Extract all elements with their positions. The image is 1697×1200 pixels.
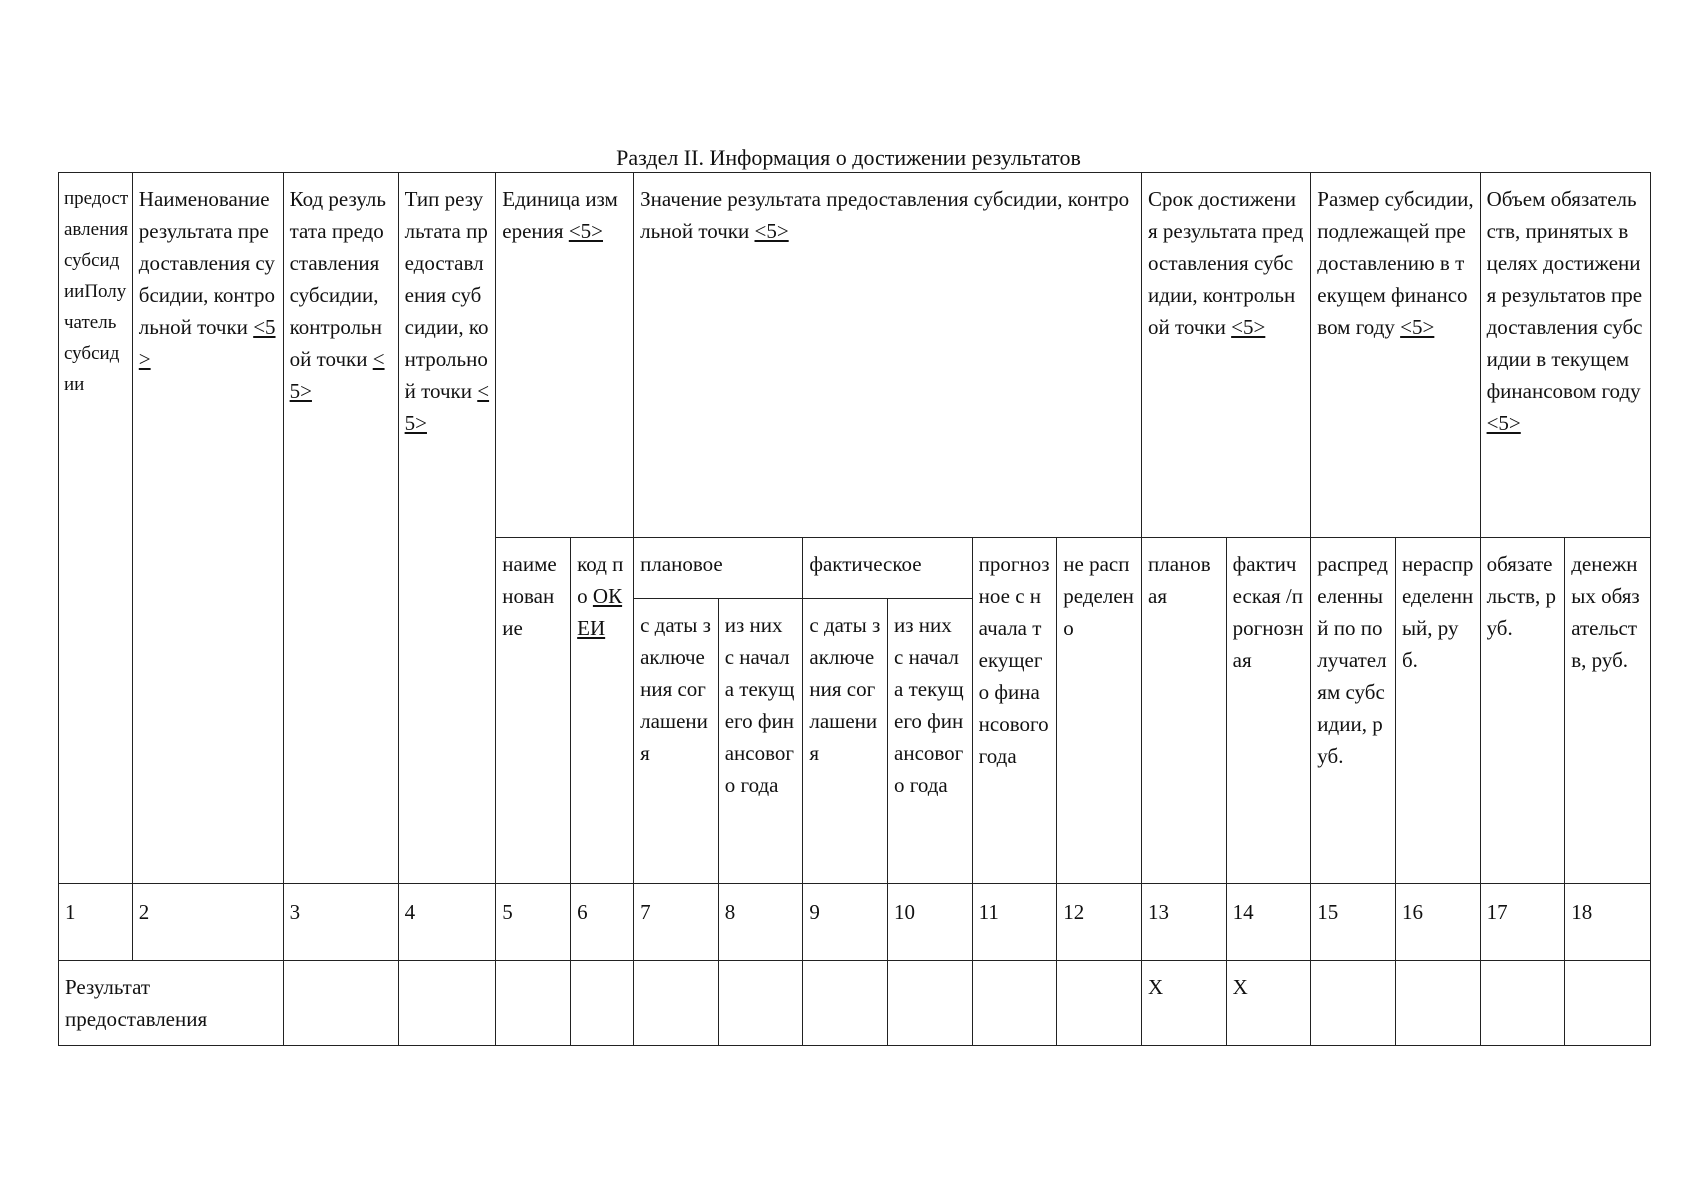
table-cell[interactable] xyxy=(398,961,496,1046)
header-undistributed: не распределено xyxy=(1057,538,1142,884)
table-cell[interactable] xyxy=(1395,961,1480,1046)
table-cell[interactable] xyxy=(571,961,634,1046)
col-number: 11 xyxy=(972,884,1057,961)
table-cell[interactable] xyxy=(888,961,973,1046)
col-number: 9 xyxy=(803,884,888,961)
header-actual-of-them: из них с начала текущего финансового года xyxy=(888,599,973,884)
col-number: 13 xyxy=(1142,884,1227,961)
header-actual: фактическое xyxy=(803,538,972,599)
result-row xyxy=(59,961,1651,1046)
header-unit-code: код по ОКЕИ xyxy=(571,538,634,884)
col-number: 16 xyxy=(1395,884,1480,961)
header-unit-name: наименование xyxy=(496,538,571,884)
table-cell[interactable] xyxy=(1311,961,1396,1046)
result-label: Результат предоставления xyxy=(59,961,284,1046)
results-table xyxy=(58,172,1651,1046)
col-number: 6 xyxy=(571,884,634,961)
footnote-link[interactable]: <5> xyxy=(404,379,490,435)
col-number: 2 xyxy=(132,884,283,961)
table-cell-term-plan: X xyxy=(1142,961,1227,1046)
footnote-link[interactable]: <5> xyxy=(289,347,385,403)
header-term-plan: плановая xyxy=(1142,538,1227,884)
table-cell[interactable] xyxy=(1057,961,1142,1046)
footnote-link[interactable]: <5> xyxy=(568,219,603,243)
header-not-distributed: нераспределенный, руб. xyxy=(1395,538,1480,884)
header-result-type: Тип результата предоставления субсидии, контрольной точки <5> xyxy=(398,173,496,884)
col-number: 18 xyxy=(1565,884,1651,961)
section-title: Раздел II. Информация о достижении результатов xyxy=(616,145,1081,170)
footnote-link[interactable]: <5> xyxy=(1231,315,1266,339)
col-number: 12 xyxy=(1057,884,1142,961)
header-planned: плановое xyxy=(634,538,803,599)
col-number: 8 xyxy=(718,884,803,961)
col-number: 4 xyxy=(398,884,496,961)
table-cell[interactable] xyxy=(634,961,719,1046)
header-actual-from-date: с даты заключения соглашения xyxy=(803,599,888,884)
header-term-fact: фактическая /прогнозная xyxy=(1226,538,1311,884)
footnote-link[interactable]: <5> xyxy=(1486,411,1521,435)
header-planned-from-date: с даты заключения соглашения xyxy=(634,599,719,884)
table-cell[interactable] xyxy=(972,961,1057,1046)
header-result-name: Наименование результата предоставления субсидии, контрольной точки <5> xyxy=(132,173,283,884)
col-number: 15 xyxy=(1311,884,1396,961)
col-number: 17 xyxy=(1480,884,1565,961)
header-forecast: прогнозное с начала текущего финансового года xyxy=(972,538,1057,884)
table-cell[interactable] xyxy=(718,961,803,1046)
footnote-link[interactable]: <5> xyxy=(754,219,789,243)
okei-link[interactable]: ОКЕИ xyxy=(577,584,623,640)
col-number: 10 xyxy=(888,884,973,961)
col-number: 7 xyxy=(634,884,719,961)
header-term: Срок достижения результата предоставления субсидии, контрольной точки <5> xyxy=(1142,173,1311,538)
footnote-link[interactable]: <5> xyxy=(138,315,276,371)
header-planned-of-them: из них с начала текущего финансового года xyxy=(718,599,803,884)
table-cell[interactable] xyxy=(496,961,571,1046)
header-distributed: распределенный по получателям субсидии, руб. xyxy=(1311,538,1396,884)
header-result-code: Код результата предоставления субсидии, контрольной точки <5> xyxy=(283,173,398,884)
header-unit: Единица измерения <5> xyxy=(496,173,634,538)
header-obligations: обязательств, руб. xyxy=(1480,538,1565,884)
column-numbers-row xyxy=(59,884,1651,961)
col-number: 3 xyxy=(283,884,398,961)
table-cell[interactable] xyxy=(1480,961,1565,1046)
table-cell[interactable] xyxy=(803,961,888,1046)
col-number: 14 xyxy=(1226,884,1311,961)
footnote-link[interactable]: <5> xyxy=(1400,315,1435,339)
header-monetary: денежных обязательств, руб. xyxy=(1565,538,1651,884)
table-cell[interactable] xyxy=(283,961,398,1046)
table-cell[interactable] xyxy=(1565,961,1651,1046)
header-subsidy-size: Размер субсидии, подлежащей предоставлению в текущем финансовом году <5> xyxy=(1311,173,1480,538)
col-number: 5 xyxy=(496,884,571,961)
header-recipient: предоставления субсидииПолучатель субсидии xyxy=(59,173,133,884)
header-value: Значение результата предоставления субсидии, контрольной точки <5> xyxy=(634,173,1142,538)
col-number: 1 xyxy=(59,884,133,961)
header-obligations-volume: Объем обязательств, принятых в целях достижения результатов предоставления субсидии в текущем финансовом году <5> xyxy=(1480,173,1650,538)
table-cell-term-fact: X xyxy=(1226,961,1311,1046)
